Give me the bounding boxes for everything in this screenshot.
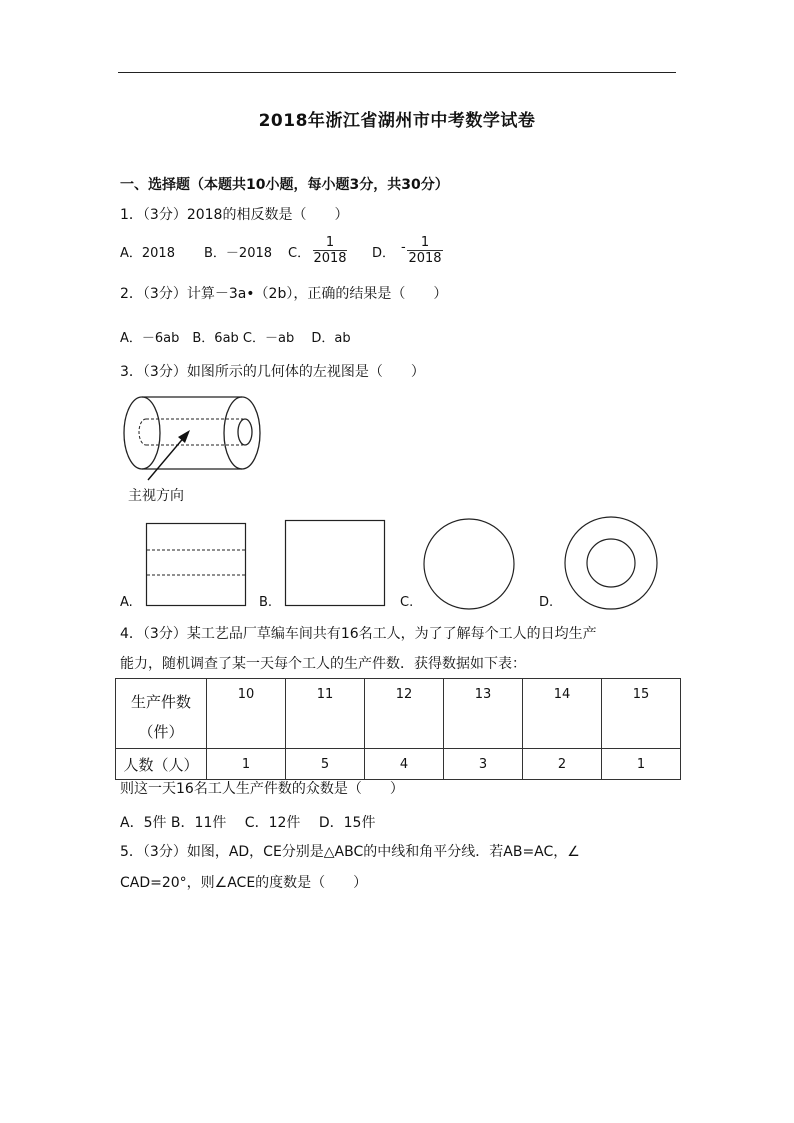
q1-option-c-label: C． <box>288 246 311 261</box>
table-header-line2: （件） <box>138 723 184 741</box>
q3-option-b-figure <box>285 520 385 606</box>
table-cell: 10 <box>207 679 286 749</box>
q2-options: A．－6ab B．6ab C．－ab D．ab <box>120 331 351 346</box>
question-5-stem-line2: CAD=20°，则∠ACE的度数是（ ） <box>120 875 368 891</box>
q1-option-a: A．2018 <box>120 246 175 261</box>
q1-c-denominator: 2018 <box>313 251 347 266</box>
q1-option-c-fraction <box>312 235 348 267</box>
table-header-cell: 人数（人） <box>116 749 207 780</box>
question-3-stem: 3．（3分）如图所示的几何体的左视图是（ ） <box>120 364 425 380</box>
q1-d-numerator: 1 <box>420 235 430 250</box>
q4-options: A．5件 B．11件 C．12件 D．15件 <box>120 815 376 831</box>
q1-option-d-label: D． <box>372 246 396 261</box>
question-4-ask: 则这一天16名工人生产件数的众数是（ ） <box>120 781 404 797</box>
section-heading: 一、选择题（本题共10小题，每小题3分，共30分） <box>120 177 449 193</box>
q3-option-a-figure <box>146 523 246 606</box>
table-header-line1: 生产件数 <box>130 693 191 711</box>
view-direction-label: 主视方向 <box>128 488 184 504</box>
q3-option-b-label: B. <box>259 595 273 610</box>
table-cell: 4 <box>365 749 444 780</box>
q3-option-a-label: A. <box>120 595 133 610</box>
question-1-stem: 1．（3分）2018的相反数是（ ） <box>120 207 349 223</box>
q3-option-d-figure <box>564 516 658 610</box>
table-cell: 11 <box>286 679 365 749</box>
view-direction-arrow <box>140 425 200 485</box>
q1-c-numerator: 1 <box>325 235 335 250</box>
table-row <box>116 679 681 749</box>
question-4-stem-line1: 4．（3分）某工艺品厂草编车间共有16名工人，为了了解每个工人的日均生产 <box>120 626 597 642</box>
table-cell: 2 <box>523 749 602 780</box>
table-cell: 3 <box>444 749 523 780</box>
q1-option-b: B．－2018 <box>204 246 273 261</box>
table-cell: 1 <box>207 749 286 780</box>
table-cell: 5 <box>286 749 365 780</box>
question-5-stem-line1: 5．（3分）如图，AD，CE分别是△ABC的中线和角平分线．若AB=AC，∠ <box>120 844 580 860</box>
q3-option-c-figure <box>423 518 515 610</box>
page-title: 2018年浙江省湖州市中考数学试卷 <box>258 111 536 131</box>
question-2-stem: 2．（3分）计算－3a•（2b），正确的结果是（ ） <box>120 286 448 302</box>
question-4-stem-line2: 能力，随机调查了某一天每个工人的生产件数．获得数据如下表： <box>120 656 526 672</box>
table-cell: 1 <box>602 749 681 780</box>
q3-option-d-label: D. <box>539 595 554 610</box>
table-cell: 13 <box>444 679 523 749</box>
table-row <box>116 749 681 780</box>
q3-option-c-label: C. <box>400 595 414 610</box>
q1-option-d-fraction <box>406 235 444 267</box>
header-rule <box>118 72 676 73</box>
q1-d-denominator: 2018 <box>408 251 442 266</box>
data-table <box>115 678 681 780</box>
table-header-cell <box>116 679 207 749</box>
table-cell: 15 <box>602 679 681 749</box>
q1-option-d-sign: - <box>401 240 406 255</box>
table-cell: 12 <box>365 679 444 749</box>
table-cell: 14 <box>523 679 602 749</box>
